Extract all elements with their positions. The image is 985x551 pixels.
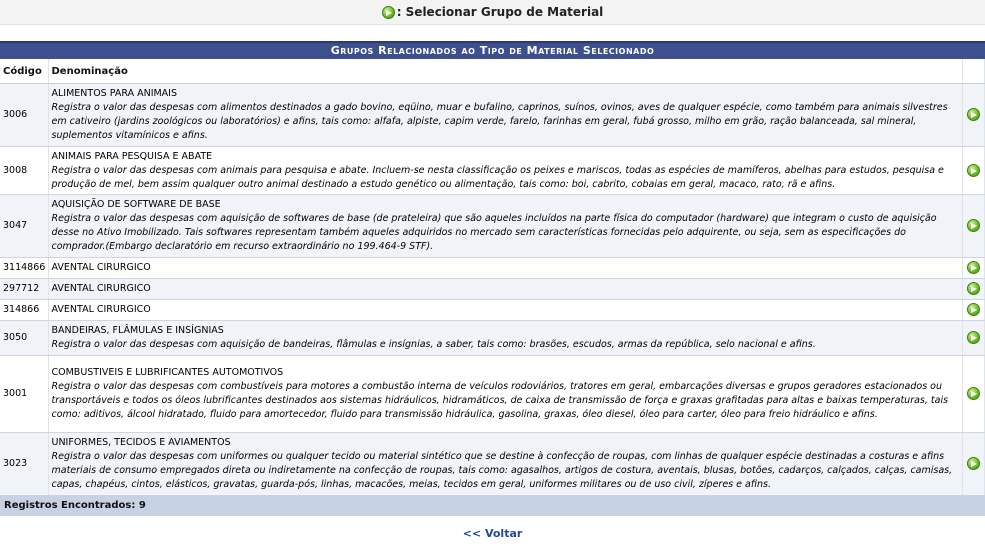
records-count: Registros Encontrados: 9 bbox=[0, 495, 985, 516]
row-code: 3050 bbox=[0, 321, 48, 356]
group-name: BANDEIRAS, FLÂMULAS E INSÍGNIAS bbox=[51, 325, 224, 336]
row-action bbox=[963, 279, 985, 300]
row-code: 314866 bbox=[0, 300, 48, 321]
select-arrow-icon[interactable] bbox=[967, 387, 980, 400]
group-description: Registra o valor das despesas com aquisição de bandeiras, flâmulas e insígnias, a saber, tais como: brasões, escudos, armas da república, selo nacional e afins. bbox=[51, 339, 816, 350]
table-row bbox=[0, 147, 985, 195]
row-denomination bbox=[48, 84, 963, 147]
table-row bbox=[0, 195, 985, 258]
group-description: Registra o valor das despesas com combustíveis para motores a combustão interna de veículos rodoviários, tratores em geral, embarcações diversas e grupos geradores estacionados ou transportáveis e todos os óleos lubrificantes destinados aos sistemas hidráulicos, hidramáticos, de caixa de transmissão de força e graxas grafitadas para altas e baixas temperaturas, tais como: aditivos, álcool hidratado, fluido para amortecedor, fluido para transmissão hidráulica, gasolina, graxas, óleo diesel, óleo para carter, óleo para freio hidráulico e afins. bbox=[51, 381, 949, 420]
legend-label: : Selecionar Grupo de Material bbox=[396, 5, 604, 19]
back-link[interactable]: << Voltar bbox=[462, 527, 523, 540]
row-denomination bbox=[48, 433, 963, 496]
row-code: 3023 bbox=[0, 433, 48, 496]
row-action bbox=[963, 433, 985, 496]
table-caption: Grupos Relacionados ao Tipo de Material Selecionado bbox=[0, 41, 985, 59]
select-arrow-icon[interactable] bbox=[967, 164, 980, 177]
row-action bbox=[963, 195, 985, 258]
table-row bbox=[0, 300, 985, 321]
table-row bbox=[0, 258, 985, 279]
row-action bbox=[963, 147, 985, 195]
select-arrow-icon[interactable] bbox=[967, 282, 980, 295]
row-denomination bbox=[48, 356, 963, 433]
header-code: Código bbox=[0, 59, 48, 84]
group-name: AQUISIÇÃO DE SOFTWARE DE BASE bbox=[51, 199, 221, 210]
select-arrow-icon[interactable] bbox=[967, 331, 980, 344]
select-arrow-icon[interactable] bbox=[967, 261, 980, 274]
table-row bbox=[0, 433, 985, 496]
row-code: 3047 bbox=[0, 195, 48, 258]
group-description: Registra o valor das despesas com aquisição de softwares de base (de prateleira) que são aqueles incluídos na parte física do computador (hardware) que integram o custo de aquisição desse no Ativo Imobilizado. Tais softwares representam também aqueles adquiridos no mercado sem características fornecidas pelo adquirente, ou seja, sem as especificações do comprador.(Embargo declaratório em recurso extraordinário no 199.464-9 STF). bbox=[51, 213, 937, 252]
row-denomination bbox=[48, 195, 963, 258]
group-description: Registra o valor das despesas com uniformes ou qualquer tecido ou material sintético que se destine à confecção de roupas, com linhas de qualquer espécie destinadas a costuras e afins materiais de consumo empregados direta ou indiretamente na confecção de roupas, tais como: agasalhos, artigos de costura, aventais, blusas, botões, cadarços, calçados, calças, camisas, capas, chapéus, cintos, elásticos, gravatas, guarda-pós, linhas, macacões, meias, tecidos em geral, uniformes militares ou de uso civil, zíperes e afins. bbox=[51, 451, 953, 490]
table-row bbox=[0, 356, 985, 433]
select-arrow-icon[interactable] bbox=[967, 108, 980, 121]
group-name: UNIFORMES, TECIDOS E AVIAMENTOS bbox=[51, 437, 231, 448]
row-action bbox=[963, 84, 985, 147]
group-description: Registra o valor das despesas com animais para pesquisa e abate. Incluem-se nesta classificação os peixes e mariscos, todas as espécies de mamíferos, abelhas para estudos, pesquisa e produção de mel, bem assim qualquer outro animal destinado a estudo genético ou alimentação, tais como: boi, cabrito, cobaias em geral, macaco, rato, rã e afins. bbox=[51, 164, 944, 190]
row-denomination bbox=[48, 279, 963, 300]
row-code: 3114866 bbox=[0, 258, 48, 279]
group-name: AVENTAL CIRURGICO bbox=[51, 304, 151, 315]
results-panel bbox=[0, 41, 985, 496]
row-denomination bbox=[48, 258, 963, 279]
group-name: COMBUSTIVEIS E LUBRIFICANTES AUTOMOTIVOS bbox=[51, 367, 284, 378]
select-arrow-icon[interactable] bbox=[967, 303, 980, 316]
row-denomination bbox=[48, 321, 963, 356]
row-code: 3006 bbox=[0, 84, 48, 147]
row-action bbox=[963, 300, 985, 321]
table-row bbox=[0, 279, 985, 300]
table-row bbox=[0, 321, 985, 356]
group-name: AVENTAL CIRURGICO bbox=[51, 262, 151, 273]
row-action bbox=[963, 321, 985, 356]
group-name: AVENTAL CIRURGICO bbox=[51, 283, 151, 294]
row-code: 3008 bbox=[0, 147, 48, 195]
header-name: Denominação bbox=[48, 59, 963, 84]
row-action bbox=[963, 258, 985, 279]
select-arrow-icon[interactable] bbox=[967, 457, 980, 470]
header-action bbox=[963, 59, 985, 84]
row-denomination bbox=[48, 147, 963, 195]
row-code: 297712 bbox=[0, 279, 48, 300]
table-row bbox=[0, 84, 985, 147]
row-denomination bbox=[48, 300, 963, 321]
legend-bar bbox=[0, 0, 985, 25]
group-description: Registra o valor das despesas com alimentos destinados a gado bovino, eqüino, muar e bufalino, caprinos, suínos, ovinos, aves de qualquer espécie, como também para animais silvestres em cativeiro (jardins zoológicos ou laboratórios) e afins, tais como: alfafa, alpiste, capim verde, farelo, farinhas em geral, fubá grosso, milho em grão, ração balanceada, sal mineral, suplementos vitamínicos e afins. bbox=[51, 102, 948, 141]
group-name: ALIMENTOS PARA ANIMAIS bbox=[51, 88, 178, 99]
select-arrow-icon[interactable] bbox=[967, 219, 980, 232]
groups-table bbox=[0, 59, 985, 496]
select-arrow-icon bbox=[382, 6, 395, 19]
row-action bbox=[963, 356, 985, 433]
row-code: 3001 bbox=[0, 356, 48, 433]
group-name: ANIMAIS PARA PESQUISA E ABATE bbox=[51, 150, 213, 162]
